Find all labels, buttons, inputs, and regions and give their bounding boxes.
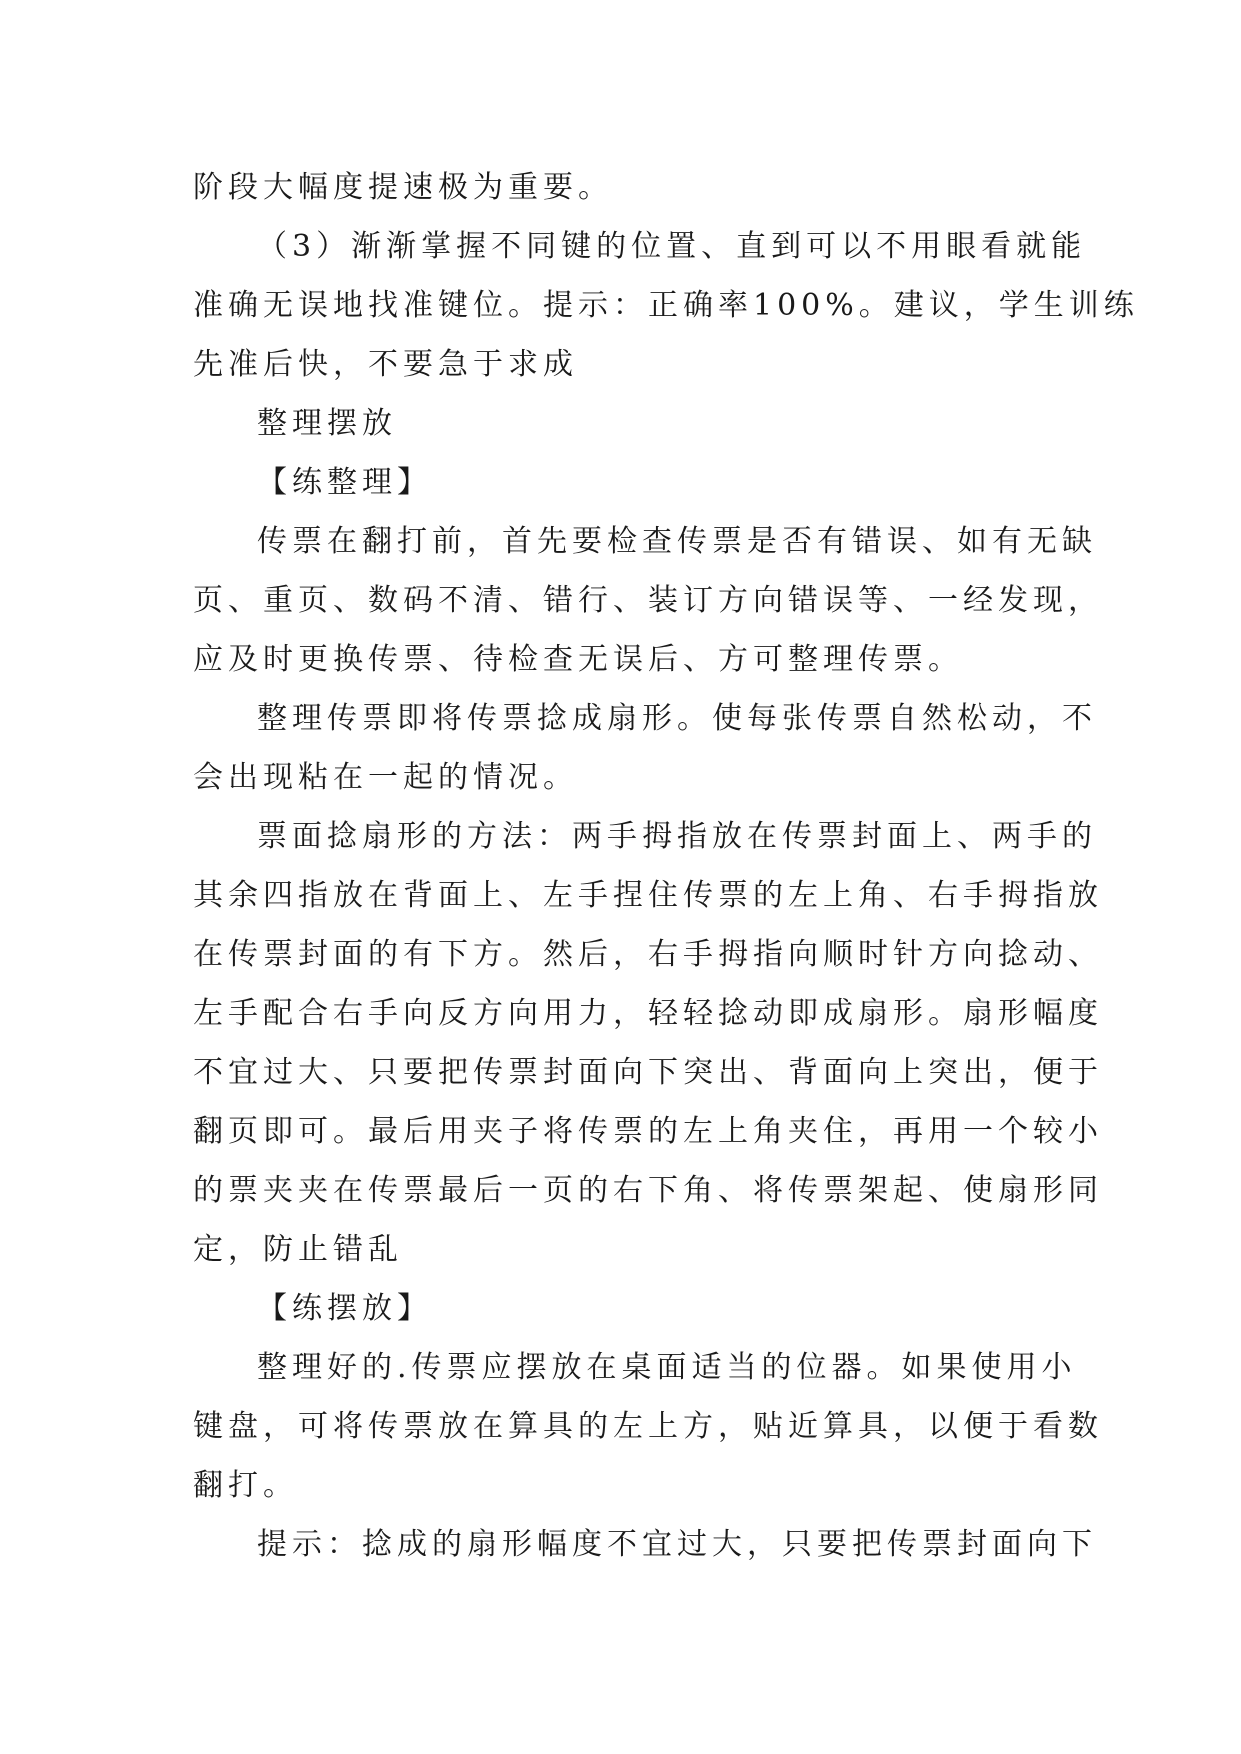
text-line: 会出现粘在一起的情况。: [193, 760, 578, 795]
text-line: 的票夹夹在传票最后一页的右下角、将传票架起、使扇形同: [193, 1173, 1103, 1208]
text-line: 其余四指放在背面上、左手捏住传票的左上角、右手拇指放: [193, 878, 1103, 913]
text-line: 不宜过大、只要把传票封面向下突出、背面向上突出，便于: [193, 1055, 1103, 1090]
text-line: 应及时更换传票、待检查无误后、方可整理传票。: [193, 642, 963, 677]
text-line: 票面捻扇形的方法：两手拇指放在传票封面上、两手的: [257, 819, 1097, 854]
text-line: 提示：捻成的扇形幅度不宜过大，只要把传票封面向下: [257, 1527, 1097, 1562]
text-line: 准确无误地找准键位。提示：正确率100%。建议，学生训练: [193, 288, 1139, 323]
text-line: （3）渐渐掌握不同键的位置、直到可以不用眼看就能: [257, 229, 1087, 264]
text-line: 键盘，可将传票放在算具的左上方，贴近算具，以便于看数: [193, 1409, 1103, 1444]
text-line: 先准后快，不要急于求成: [193, 347, 578, 382]
text-line: 翻打。: [193, 1468, 298, 1503]
subsection-heading-practice-organize: 【练整理】: [257, 465, 432, 500]
text-line: 定，防止错乱: [193, 1232, 403, 1267]
paragraph-fan-method: [193, 807, 1103, 1279]
paragraph-speed-stage: [193, 158, 1055, 217]
document-page: [193, 158, 1139, 1574]
paragraph-check-vouchers: [193, 512, 1103, 689]
paragraph-key-positions: [193, 217, 1139, 394]
section-heading: 整理摆放: [257, 406, 397, 441]
paragraph-tip: [193, 1515, 1097, 1574]
paragraph-place-vouchers: [193, 1338, 1103, 1515]
paragraph-fan-vouchers: [193, 689, 1097, 807]
text-line: 传票在翻打前，首先要检查传票是否有错误、如有无缺: [257, 524, 1097, 559]
text-line: 阶段大幅度提速极为重要。: [193, 170, 613, 205]
text-line: 翻页即可。最后用夹子将传票的左上角夹住，再用一个较小: [193, 1114, 1103, 1149]
text-line: 在传票封面的有下方。然后，右手拇指向顺时针方向捻动、: [193, 937, 1103, 972]
subsection-heading-practice-place: 【练摆放】: [257, 1291, 432, 1326]
text-line: 整理好的.传票应摆放在桌面适当的位器。如果使用小: [257, 1350, 1077, 1385]
text-line: 页、重页、数码不清、错行、装订方向错误等、一经发现，: [193, 583, 1103, 618]
text-line: 整理传票即将传票捻成扇形。使每张传票自然松动，不: [257, 701, 1097, 736]
text-line: 左手配合右手向反方向用力，轻轻捻动即成扇形。扇形幅度: [193, 996, 1103, 1031]
